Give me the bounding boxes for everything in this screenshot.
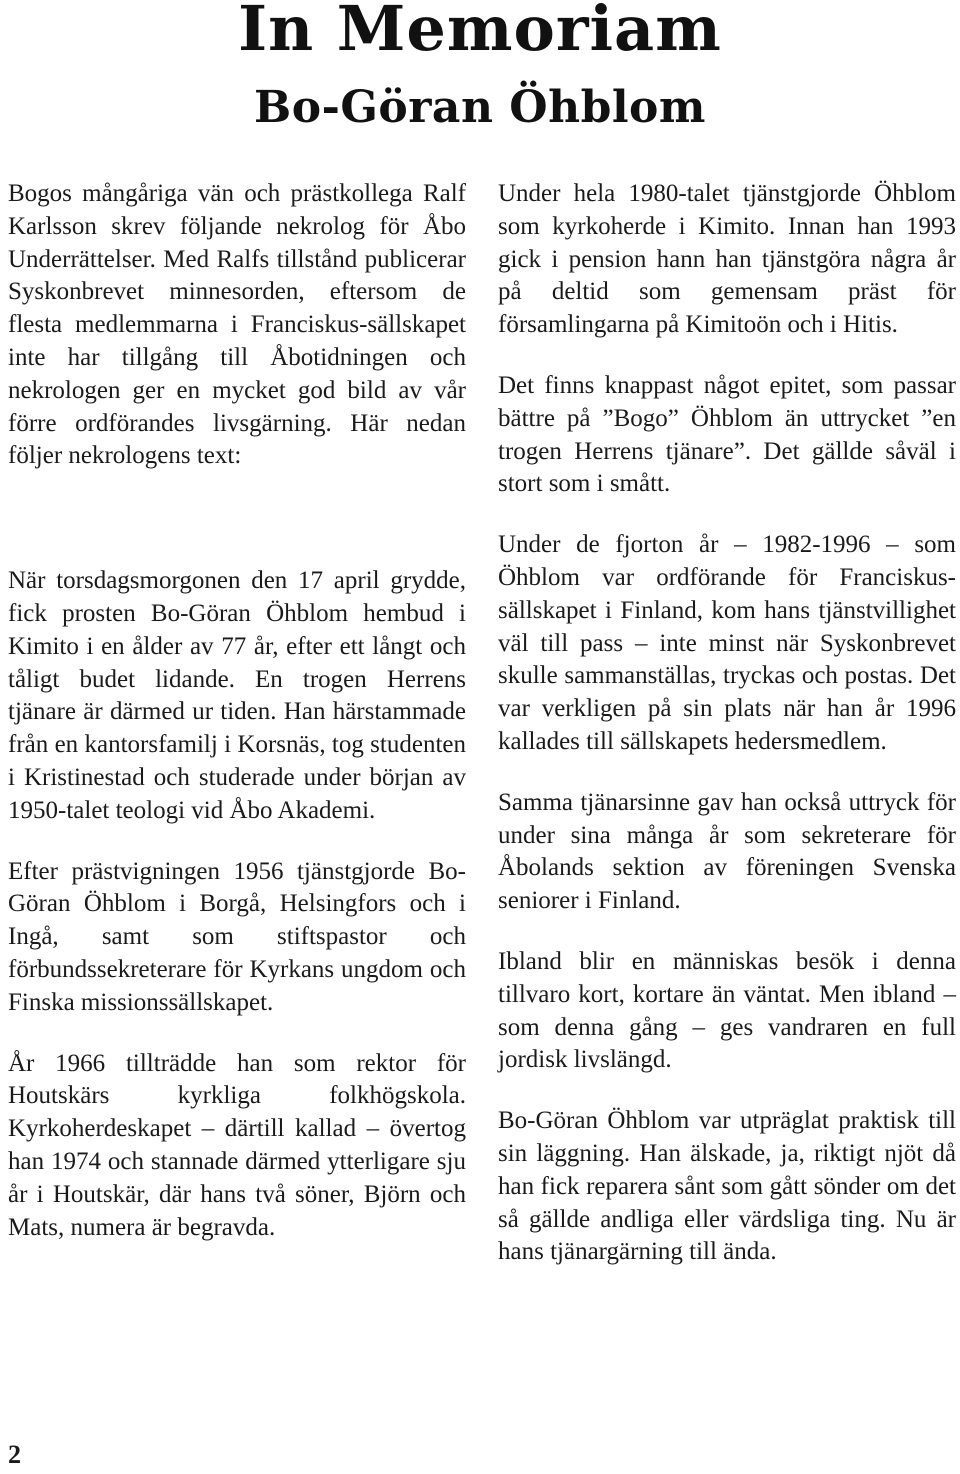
left-column xyxy=(8,178,466,1244)
page-number: 2 xyxy=(8,1440,21,1469)
page-subtitle: Bo-Göran Öhblom xyxy=(254,82,706,133)
body-paragraph: Ibland blir en människas besök i denna tillvaro kort, kortare än väntat. Men ibland – som denna gång – ges vandraren en full jordisk livslängd. xyxy=(498,947,956,1074)
body-paragraph: Under de fjorton år – 1982-1996 – som Öhblom var ordförande för Franciskus-sällskapet i Finland, kom hans tjänstvillighet väl till pass – inte minst när Syskonbrevet skulle sammanställas, tryckas och postas. Det var verkligen på sin plats när han år 1996 kallades till sällskapets hedersmedlem. xyxy=(498,531,956,755)
right-column xyxy=(498,178,956,1269)
body-paragraph: År 1966 tillträdde han som rektor för Houtskärs kyrkliga folkhögskola. Kyrkoherdeskapet – därtill kallad – övertog han 1974 och stannade därmed ytterligare sju år i Houtskär, där hans två söner, Björn och Mats, numera är begravda. xyxy=(8,1049,466,1241)
page-title xyxy=(0,0,960,65)
body-paragraph: När torsdagsmorgonen den 17 april grydde, fick prosten Bo-Göran Öhblom hembud i Kimito i en ålder av 77 år, efter ett långt och tåligt budet lidande. En trogen Herrens tjänare är därmed ur tiden. Han härstammade från en kantorsfamilj i Korsnäs, tog studenten i Kristinestad och studerade under början av 1950-talet teologi vid Åbo Akademi. xyxy=(8,567,466,824)
body-paragraph: Bo-Göran Öhblom var utpräglat praktisk till sin läggning. Han älskade, ja, riktigt njöt då han fick reparera sånt som gått sönder om det så gällde andliga eller värdsliga ting. Nu är hans tjänargärning till ända. xyxy=(498,1107,956,1266)
intro-paragraph: Bogos mångåriga vän och prästkollega Ralf Karlsson skrev följande nekrolog för Åbo Underrättelser. Med Ralfs tillstånd publicerar Syskonbrevet minnesorden, eftersom de flesta medlemmarna i Franciskus-sällskapet inte har tillgång till Åbotidningen och nekrologen ger en mycket god bild av vår förre ordförandes livsgärning. Här nedan följer nekrologens text: xyxy=(8,180,466,470)
page-title-text: In Memoriam xyxy=(238,0,722,65)
body-paragraph: Under hela 1980-talet tjänstgjorde Öhblom som kyrkoherde i Kimito. Innan han 1993 gick i pension hann han tjänstgöra några år på deltid som gemensam präst för församlingarna på Kimitoön och i Hitis. xyxy=(498,180,956,339)
body-paragraph: Efter prästvigningen 1956 tjänstgjorde Bo-Göran Öhblom i Borgå, Helsingfors och i Ingå, samt som stiftspastor och förbundssekreterare för Kyrkans ungdom och Finska missionssällskapet. xyxy=(8,857,466,1016)
body-paragraph: Samma tjänarsinne gav han också uttryck för under sina många år som sekreterare för Åbolands sektion av föreningen Svenska seniorer i Finland. xyxy=(498,788,956,915)
body-paragraph: Det finns knappast något epitet, som passar bättre på ”Bogo” Öhblom än uttrycket ”en trogen Herrens tjänare”. Det gällde såväl i stort som i smått. xyxy=(498,371,956,498)
